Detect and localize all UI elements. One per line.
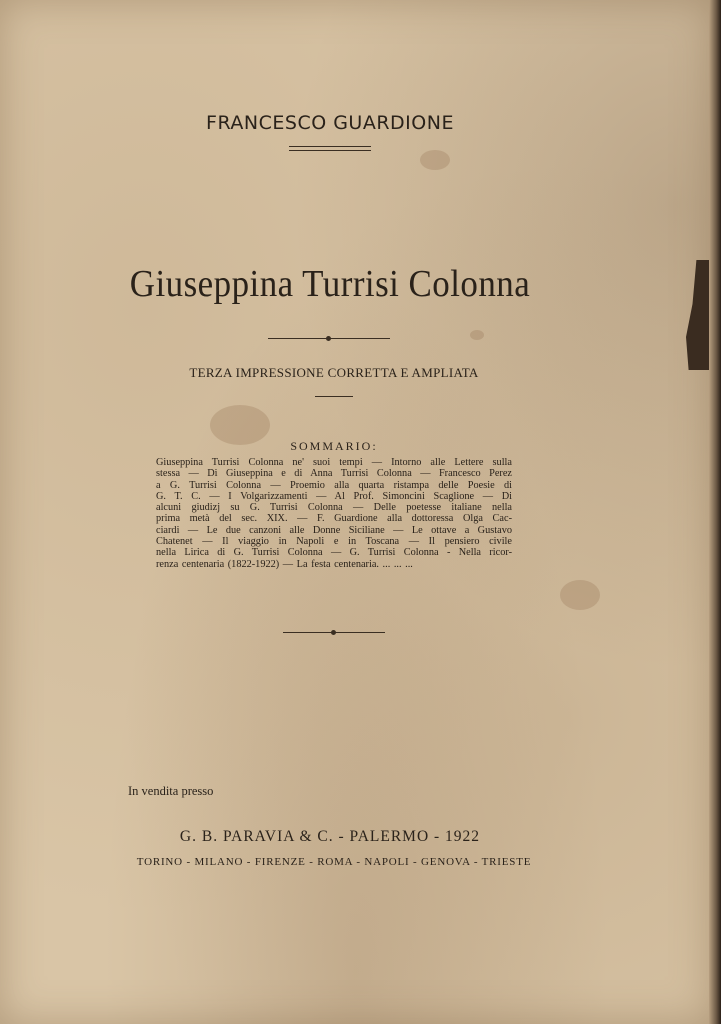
sale-note: In vendita presso [128,784,214,798]
cities-line: TORINO - MILANO - FIRENZE - ROMA - NAPOLI - GENOVA - TRIESTE [136,856,532,868]
ornament-divider [268,338,390,339]
sommario-line: Giuseppina Turrisi Colonna ne' suoi tempi — Intorno alle Lettere sulla [156,457,512,468]
sommario-line: Chatenet — Il viaggio in Napoli e in Toscana — Il pensiero civile [156,536,512,548]
sommario-line: stessa — Di Giuseppina e di Anna Turrisi Colonna — Francesco Perez [156,468,512,480]
sommario-line: ciardi — Le due canzoni alle Donne Siciliane — Le ottave a Gustavo [156,524,512,536]
sommario-text [156,457,512,570]
sommario-line: G. T. C. — I Volgarizzamenti — Al Prof. Simoncini Scaglione — Di [156,490,512,502]
book-title: Giuseppina Turrisi Colonna [129,263,531,305]
sommario-line: a G. Turrisi Colonna — Proemio alla quarta ristampa delle Poesie di [156,479,512,491]
sommario-line: alcuni giudizj su G. Turrisi Colonna — Delle poetesse italiane nella [156,502,512,514]
paper-stain [420,150,450,170]
sommario-line: nella Lirica di G. Turrisi Colonna — G. Turrisi Colonna - Nella ricor- [156,547,512,559]
sommario-line: renza centenaria (1822-1922) — La festa centenaria. ... ... ... [156,558,413,570]
paper-stain [470,330,484,340]
book-spine-edge [709,0,721,1024]
ornament-divider [283,632,385,633]
ornament-dot [326,336,331,341]
paper-stain [560,580,600,610]
author-name: FRANCESCO GUARDIONE [206,112,454,134]
sommario-line: prima metà del sec. XIX. — F. Guardione alla dottoressa Olga Cac- [156,513,512,525]
edition-note: TERZA IMPRESSIONE CORRETTA E AMPLIATA [189,365,479,380]
sommario-heading: SOMMARIO: [290,439,378,453]
publisher-line: G. B. PARAVIA & C. - PALERMO - 1922 [179,828,481,845]
ornament-dot [331,630,336,635]
double-rule-divider [289,146,371,151]
short-rule-divider [315,396,353,397]
